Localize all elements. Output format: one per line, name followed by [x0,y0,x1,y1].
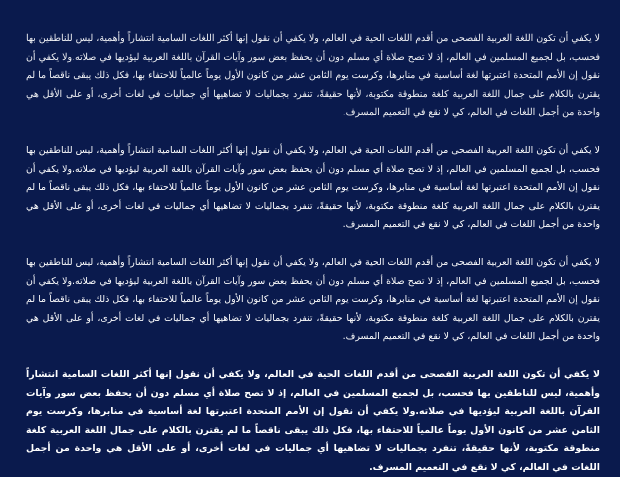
paragraph-light: لا يكفي أن تكون اللغة العربية الفصحى من أقدم اللغات الحية في العالم، ولا يكفي أن نقول إنها أكثر اللغات السامية انتشاراً وأهمية، ليس للناطقين بها فحسب، بل لجميع المسلمين في العالم، إذ لا تصح صلاة أي مسلم دون أن يحفظ بعض سور وآيات القرآن باللغة العربية ليؤديها في صلاته.ولا يكفي أن نقول إن الأمم المتحدة اعتبرتها لغة أساسية في منابرها، وكرست يوم الثامن عشر من كانون الأول يوماً عالمياً للاحتفاء بها، فكل ذلك يبقى ناقصاً ما لم يقترن بالكلام على جمال اللغة العربية كلغة منطوقة مكتوبة، لأنها حقيقةً، تنفرد بجماليات لا تضاهيها أي جماليات في لغات أخرى، أو على الأقل هي واحدة من أجمل اللغات في العالم، كي لا نقع في التعميم المسرف. [26,33,600,119]
paragraph-medium: لا يكفي أن تكون اللغة العربية الفصحى من أقدم اللغات الحية في العالم، ولا يكفي أن نقول إنها أكثر اللغات السامية انتشاراً وأهمية، ليس للناطقين بها فحسب، بل لجميع المسلمين في العالم، إذ لا تصح صلاة أي مسلم دون أن يحفظ بعض سور وآيات القرآن باللغة العربية ليؤديها في صلاته.ولا يكفي أن نقول إن الأمم المتحدة اعتبرتها لغة أساسية في منابرها، وكرست يوم الثامن عشر من كانون الأول يوماً عالمياً للاحتفاء بها، فكل ذلك يبقى ناقصاً ما لم يقترن بالكلام على جمال اللغة العربية كلغة منطوقة مكتوبة، لأنها حقيقةً، تنفرد بجماليات لا تضاهيها أي جماليات في لغات أخرى، أو على الأقل هي واحدة من أجمل اللغات في العالم، كي لا نقع في التعميم المسرف. [26,256,600,343]
paragraph-bold: لا يكفي أن تكون اللغة العربية الفصحى من أقدم اللغات الحية في العالم، ولا يكفي أن نقول إنها أكثر اللغات السامية انتشاراً وأهمية، ليس للناطقين بها فحسب، بل لجميع المسلمين في العالم، إذ لا تصح صلاة أي مسلم دون أن يحفظ بعض سور وآيات القرآن باللغة العربية ليؤديها في صلاته.ولا يكفي أن نقول إن الأمم المتحدة اعتبرتها لغة أساسية في منابرها، وكرست يوم الثامن عشر من كانون الأول يوماً عالمياً للاحتفاء بها، فكل ذلك يبقى ناقصاً ما لم يقترن بالكلام على جمال اللغة العربية كلغة منطوقة مكتوبة، لأنها حقيقةً، تنفرد بجماليات لا تضاهيها أي جماليات في لغات أخرى، أو على الأقل هي واحدة من أجمل اللغات في العالم، كي لا نقع في التعميم المسرف. [26,368,600,473]
paragraph-regular: لا يكفي أن تكون اللغة العربية الفصحى من أقدم اللغات الحية في العالم، ولا يكفي أن نقول إنها أكثر اللغات السامية انتشاراً وأهمية، ليس للناطقين بها فحسب، بل لجميع المسلمين في العالم، إذ لا تصح صلاة أي مسلم دون أن يحفظ بعض سور وآيات القرآن باللغة العربية ليؤديها في صلاته.ولا يكفي أن نقول إن الأمم المتحدة اعتبرتها لغة أساسية في منابرها، وكرست يوم الثامن عشر من كانون الأول يوماً عالمياً للاحتفاء بها، فكل ذلك يبقى ناقصاً ما لم يقترن بالكلام على جمال اللغة العربية كلغة منطوقة مكتوبة، لأنها حقيقةً، تنفرد بجماليات لا تضاهيها أي جماليات في لغات أخرى، أو على الأقل هي واحدة من أجمل اللغات في العالم، كي لا نقع في التعميم المسرف. [26,144,600,231]
